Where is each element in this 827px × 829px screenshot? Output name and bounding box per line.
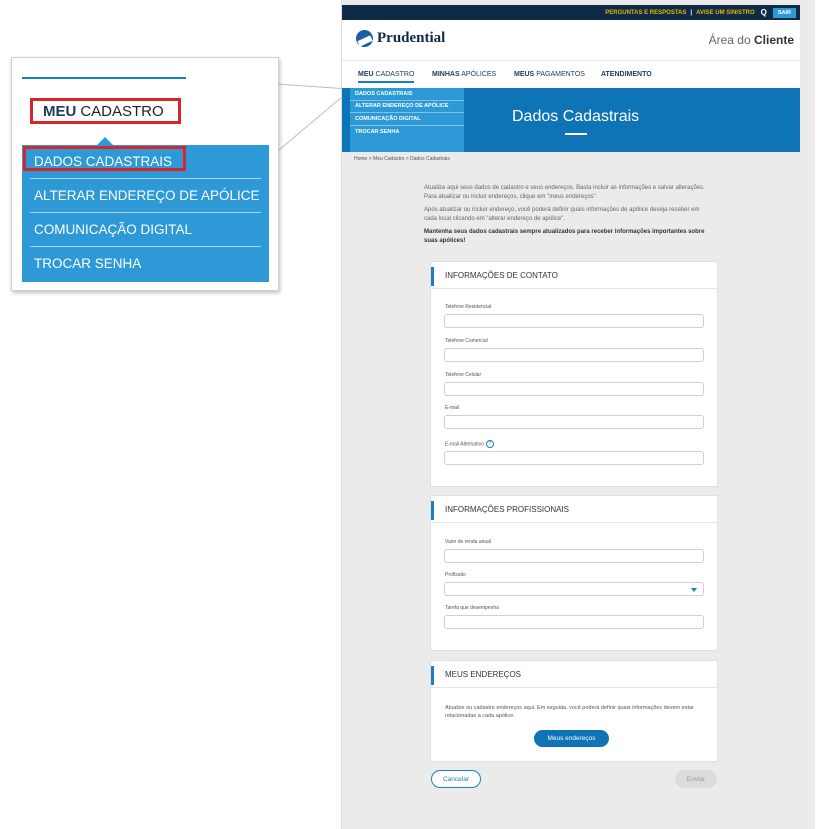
annual-income-input[interactable] xyxy=(444,549,704,563)
addresses-card xyxy=(430,660,718,762)
professional-info-title: INFORMAÇÕES PROFISSIONAIS xyxy=(431,496,717,523)
my-addresses-button[interactable]: Meus endereços xyxy=(534,730,609,747)
submenu-item-comunicacao-digital[interactable]: COMUNICAÇÃO DIGITAL xyxy=(350,113,464,126)
email-input[interactable] xyxy=(444,415,704,429)
label-task: Tarefa que desempenha xyxy=(445,605,499,611)
send-button[interactable]: Enviar xyxy=(675,770,717,788)
label-mobile-phone: Telefone Celular xyxy=(445,372,482,378)
page-mock xyxy=(341,0,815,829)
chevron-down-icon xyxy=(691,588,697,592)
breadcrumb[interactable]: Home > Meu Cadastro > Dados Cadastrais xyxy=(354,156,450,162)
nav-minhas-apolices[interactable]: MINHAS APÓLICES xyxy=(432,71,497,78)
nav-atendimento[interactable]: ATENDIMENTO xyxy=(601,71,652,78)
alt-email-input[interactable] xyxy=(444,451,704,465)
callout-meu-cadastro[interactable]: MEU CADASTRO xyxy=(30,98,181,124)
top-bar: PERGUNTAS E RESPOSTAS | AVISE UM SINISTRO Q SAIR xyxy=(342,5,800,20)
label-home-phone: Telefone Residencial xyxy=(445,304,492,310)
main-nav xyxy=(342,60,800,88)
nav-underline xyxy=(22,77,186,79)
label-annual-income: Valor de renda anual xyxy=(445,539,492,545)
callout-item-alterar-endereco[interactable]: ALTERAR ENDEREÇO DE APÓLICE xyxy=(30,178,261,211)
home-phone-input[interactable] xyxy=(444,314,704,328)
title-underline xyxy=(565,133,587,135)
submenu-item-alterar-endereco[interactable]: ALTERAR ENDEREÇO DE APÓLICE xyxy=(350,101,464,114)
addresses-title: MEUS ENDEREÇOS xyxy=(431,661,717,688)
page-title: Dados Cadastrais xyxy=(512,108,640,125)
label-work-phone: Telefone Comercial xyxy=(445,338,488,344)
submenu-dropdown xyxy=(350,88,464,152)
profession-select[interactable] xyxy=(444,582,704,596)
logout-button[interactable]: SAIR xyxy=(773,8,796,18)
label-profession: Profissão xyxy=(445,572,466,578)
contact-info-title: INFORMAÇÕES DE CONTATO xyxy=(431,262,717,289)
zoom-callout xyxy=(11,57,279,291)
label-alt-email: E-mail Alternativo ? xyxy=(445,440,494,448)
contact-info-card xyxy=(430,261,718,487)
prudential-logo[interactable]: Prudential xyxy=(356,30,445,47)
professional-info-card xyxy=(430,495,718,651)
callout-item-trocar-senha[interactable]: TROCAR SENHA xyxy=(30,246,261,279)
highlight-box xyxy=(23,146,186,171)
label-email: E-mail xyxy=(445,405,460,411)
work-phone-input[interactable] xyxy=(444,348,704,362)
nav-meus-pagamentos[interactable]: MEUS PAGAMENTOS xyxy=(514,71,585,78)
client-area-label: Área do Cliente xyxy=(708,33,794,47)
search-icon[interactable]: Q xyxy=(760,8,767,17)
header xyxy=(342,20,800,60)
callout-item-dados-cadastrais[interactable]: DADOS CADASTRAIS xyxy=(34,154,173,169)
submenu-item-dados-cadastrais[interactable]: DADOS CADASTRAIS xyxy=(350,88,464,101)
help-icon[interactable]: ? xyxy=(486,440,494,448)
callout-item-comunicacao-digital[interactable]: COMUNICAÇÃO DIGITAL xyxy=(30,212,261,245)
faq-link[interactable]: PERGUNTAS E RESPOSTAS xyxy=(605,9,687,16)
task-input[interactable] xyxy=(444,615,704,629)
nav-meu-cadastro[interactable]: MEU CADASTRO xyxy=(358,71,414,83)
addresses-text: Atualize ou cadastre endereços aqui. Em seguida, você poderá definir quais informações devem estar relacionadas a cada apólice. xyxy=(445,705,694,719)
mobile-phone-input[interactable] xyxy=(444,382,704,396)
claim-link[interactable]: AVISE UM SINISTRO xyxy=(696,9,755,16)
rock-logo-icon xyxy=(356,30,373,47)
intro-text: Atualize aqui seus dados de cadastro e seus endereços. Basta incluir as informações e salvar alterações. Para atualizar ou incluir endereços, clique em "meus endereços". Após atualizar ou incluir endereço, você poderá definir quais informações de apólice deseja receber em cada local clicando em "alterar endereço de apólice". Mantenha seus dados cadastrais sempre atualizados para receber informações importantes sobre suas apólices! xyxy=(424,185,705,244)
submenu-item-trocar-senha[interactable]: TROCAR SENHA xyxy=(355,128,400,135)
cancel-button[interactable]: Cancelar xyxy=(431,770,481,788)
